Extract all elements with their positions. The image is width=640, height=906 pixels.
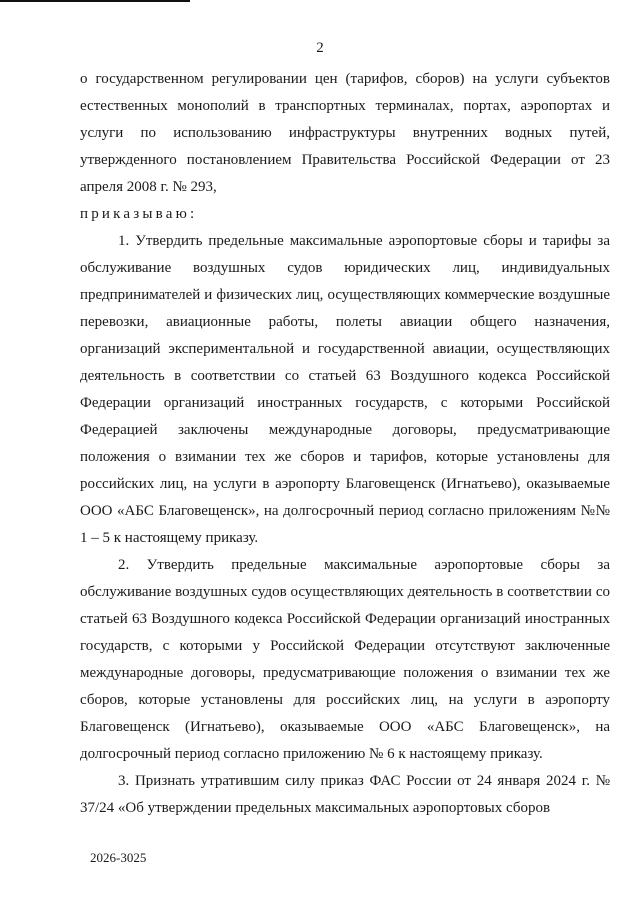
order-word: приказываю: — [80, 206, 198, 222]
paragraph-3: 3. Признать утратившим силу приказ ФАС России от 24 января 2024 г. № 37/24 «Об утверждении предельных максимальных аэропортовых сборов — [80, 773, 610, 816]
paragraph-2: 2. Утвердить предельные максимальные аэропортовые сборы за обслуживание воздушных судов осуществляющих деятельность в соответствии со статьей 63 Воздушного кодекса Российской Федерации организаций иностранных государств, с которыми у Российской Федерации отсутствуют заключенные международные договоры, предусматривающие положения о взимании тех же сборов, которые установлены для российских лиц, на услуги в аэропорту Благовещенск (Игнатьево), оказываемые ООО «АБС Благовещенск», на долгосрочный период согласно приложению № 6 к настоящему приказу. — [80, 557, 610, 762]
intro-paragraph: о государственном регулировании цен (тарифов, сборов) на услуги субъектов естественных монополий в транспортных терминалах, портах, аэропортах и услуги по использованию инфраструктуры внутренних водных путей, утвержденного постановлением Правительства Российской Федерации от 23 апреля 2008 г. № 293, — [80, 71, 610, 195]
page-number: 2 — [316, 40, 324, 56]
top-rule — [0, 0, 190, 2]
document-body — [80, 66, 610, 822]
paragraph-1: 1. Утвердить предельные максимальные аэропортовые сборы и тарифы за обслуживание воздушных судов юридических лиц, индивидуальных предпринимателей и физических лиц, осуществляющих коммерческие воздушные перевозки, авиационные работы, полеты авиации общего назначения, организаций экспериментальной и государственной авиации, осуществляющих деятельность в соответствии со статьей 63 Воздушного кодекса Российской Федерации организаций иностранных государств, с которыми Российской Федерацией заключены международные договоры, предусматривающие положения о взимании тех же сборов и тарифов, которые установлены для российских лиц, на услуги в аэропорту Благовещенск (Игнатьево), оказываемые ООО «АБС Благовещенск», на долгосрочный период согласно приложениям №№ 1 – 5 к настоящему приказу. — [80, 233, 610, 546]
document-code: 2026-3025 — [90, 850, 147, 865]
